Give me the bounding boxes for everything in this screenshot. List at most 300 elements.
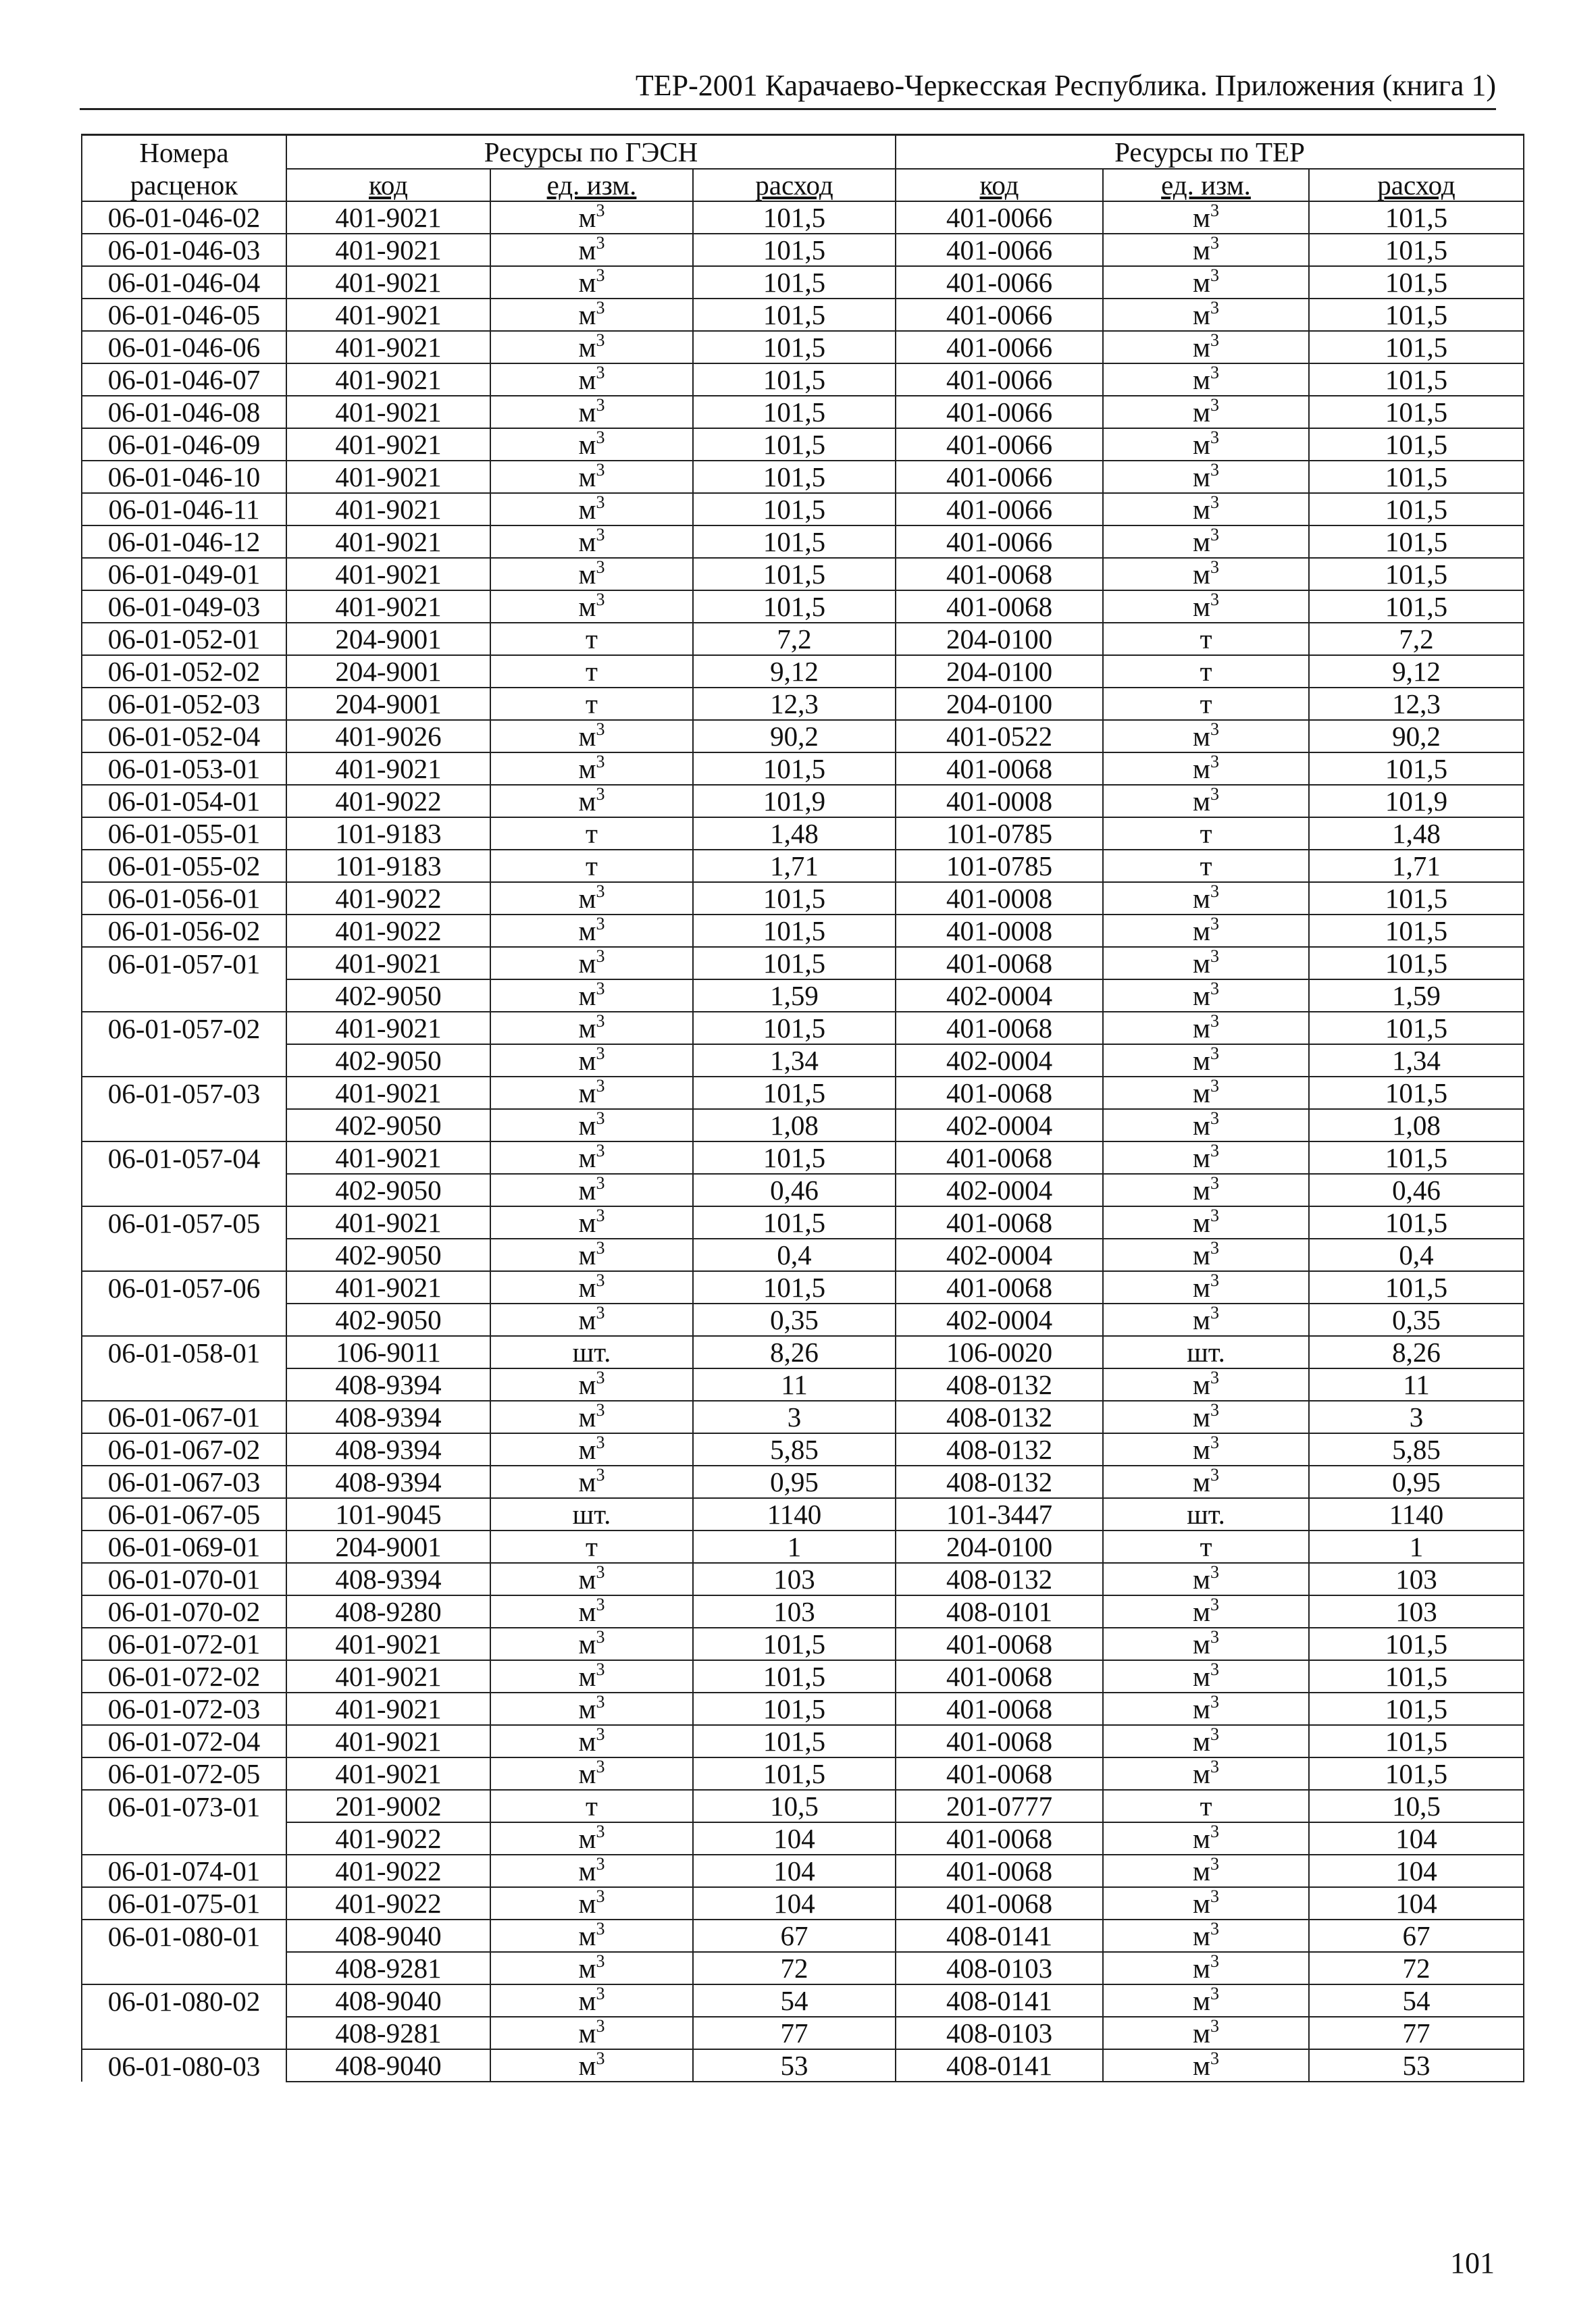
ter-consumption-cell: 5,85 bbox=[1309, 1433, 1524, 1466]
table-row bbox=[82, 1433, 1524, 1466]
ter-code-cell: 401-0068 bbox=[896, 1855, 1103, 1887]
ter-unit-cell bbox=[1103, 558, 1309, 590]
unit-text: м bbox=[1193, 332, 1210, 363]
gesn-consumption-cell: 11 bbox=[693, 1368, 896, 1401]
ter-consumption-cell: 90,2 bbox=[1309, 720, 1524, 752]
unit-exponent: 3 bbox=[596, 1920, 605, 1938]
ter-unit-cell bbox=[1103, 882, 1309, 915]
table-row bbox=[82, 1044, 1524, 1077]
unit-exponent: 3 bbox=[1210, 1141, 1219, 1160]
unit-exponent: 3 bbox=[596, 1595, 605, 1614]
unit-text: м bbox=[1193, 1369, 1210, 1400]
unit-exponent: 3 bbox=[596, 1368, 605, 1387]
table-row bbox=[82, 558, 1524, 590]
ter-code-cell: 401-0066 bbox=[896, 201, 1103, 234]
unit-exponent: 3 bbox=[596, 1563, 605, 1582]
gesn-consumption-cell: 101,5 bbox=[693, 1141, 896, 1174]
gesn-unit-cell bbox=[490, 1725, 693, 1757]
ter-consumption-cell: 101,5 bbox=[1309, 525, 1524, 558]
gesn-consumption-cell: 101,5 bbox=[693, 234, 896, 266]
gesn-consumption-cell: 101,5 bbox=[693, 525, 896, 558]
unit-exponent: 3 bbox=[596, 1012, 605, 1031]
gesn-code-cell: 204-9001 bbox=[286, 655, 490, 688]
unit-text: м bbox=[1193, 1304, 1210, 1335]
unit-text: м bbox=[578, 1239, 596, 1270]
unit-exponent: 3 bbox=[596, 1271, 605, 1290]
gesn-unit-cell bbox=[490, 720, 693, 752]
unit-text: м bbox=[1193, 1272, 1210, 1303]
unit-text: м bbox=[578, 1661, 596, 1692]
gesn-unit-cell bbox=[490, 201, 693, 234]
gesn-consumption-cell: 101,5 bbox=[693, 1628, 896, 1660]
ter-code-cell: 401-0068 bbox=[896, 947, 1103, 979]
gesn-unit-cell bbox=[490, 1757, 693, 1790]
rate-number-cell bbox=[82, 1044, 286, 1077]
unit-exponent: 3 bbox=[596, 1693, 605, 1712]
gesn-code-cell: 408-9040 bbox=[286, 1984, 490, 2017]
table-row bbox=[82, 1822, 1524, 1855]
unit-text: м bbox=[578, 1564, 596, 1595]
unit-text: м bbox=[1193, 786, 1210, 817]
unit-text: м bbox=[1193, 1953, 1210, 1984]
unit-text: м bbox=[578, 915, 596, 946]
gesn-consumption-cell: 101,5 bbox=[693, 266, 896, 299]
unit-exponent: 3 bbox=[1210, 720, 1219, 739]
gesn-unit-cell bbox=[490, 688, 693, 720]
gesn-code-cell: 402-9050 bbox=[286, 1174, 490, 1206]
rate-number-cell: 06-01-057-05 bbox=[82, 1206, 286, 1239]
unit-text: м bbox=[578, 1596, 596, 1627]
unit-text: м bbox=[1193, 753, 1210, 784]
rate-number-cell: 06-01-057-01 bbox=[82, 947, 286, 979]
ter-consumption-cell: 1,59 bbox=[1309, 979, 1524, 1012]
unit-text: м bbox=[578, 494, 596, 525]
ter-consumption-cell: 10,5 bbox=[1309, 1790, 1524, 1822]
gesn-code-header: код bbox=[286, 169, 490, 201]
unit-exponent: 3 bbox=[596, 752, 605, 771]
table-row bbox=[82, 1920, 1524, 1952]
unit-exponent: 3 bbox=[596, 915, 605, 933]
table-row bbox=[82, 1271, 1524, 1304]
rate-number-cell: 06-01-046-11 bbox=[82, 493, 286, 525]
ter-consumption-cell: 101,5 bbox=[1309, 266, 1524, 299]
ter-consumption-cell: 101,5 bbox=[1309, 1693, 1524, 1725]
table-row bbox=[82, 1498, 1524, 1531]
unit-exponent: 3 bbox=[596, 1077, 605, 1096]
gesn-code-cell: 401-9022 bbox=[286, 785, 490, 817]
unit-exponent: 3 bbox=[596, 1433, 605, 1452]
ter-consumption-header: расход bbox=[1309, 169, 1524, 201]
rate-number-cell: 06-01-046-12 bbox=[82, 525, 286, 558]
ter-unit-cell bbox=[1103, 1077, 1309, 1109]
gesn-code-cell: 106-9011 bbox=[286, 1336, 490, 1368]
rate-number-cell bbox=[82, 1952, 286, 1984]
gesn-unit-cell bbox=[490, 1304, 693, 1336]
rate-number-cell: 06-01-058-01 bbox=[82, 1336, 286, 1368]
unit-text: т bbox=[1200, 1791, 1212, 1822]
unit-text: т bbox=[1200, 688, 1212, 719]
ter-unit-cell bbox=[1103, 1757, 1309, 1790]
unit-exponent: 3 bbox=[596, 2049, 605, 2068]
unit-exponent: 3 bbox=[1210, 1401, 1219, 1420]
ter-unit-cell bbox=[1103, 428, 1309, 461]
unit-text: м bbox=[578, 753, 596, 784]
ter-code-cell: 201-0777 bbox=[896, 1790, 1103, 1822]
unit-exponent: 3 bbox=[1210, 915, 1219, 933]
gesn-consumption-cell: 101,5 bbox=[693, 1206, 896, 1239]
gesn-unit-cell bbox=[490, 1433, 693, 1466]
gesn-consumption-cell: 77 bbox=[693, 2017, 896, 2049]
ter-unit-cell bbox=[1103, 720, 1309, 752]
gesn-consumption-cell: 101,5 bbox=[693, 1725, 896, 1757]
unit-text: м bbox=[1193, 461, 1210, 492]
unit-exponent: 3 bbox=[1210, 2049, 1219, 2068]
ter-unit-cell bbox=[1103, 2049, 1309, 2082]
table-body bbox=[82, 201, 1524, 2082]
ter-consumption-cell: 101,5 bbox=[1309, 1757, 1524, 1790]
unit-exponent: 3 bbox=[1210, 1271, 1219, 1290]
unit-text: т bbox=[586, 623, 598, 654]
unit-exponent: 3 bbox=[596, 979, 605, 998]
ter-code-cell: 401-0066 bbox=[896, 428, 1103, 461]
ter-code-header: код bbox=[896, 169, 1103, 201]
gesn-unit-cell bbox=[490, 979, 693, 1012]
unit-exponent: 3 bbox=[1210, 1304, 1219, 1322]
table-row bbox=[82, 1887, 1524, 1920]
unit-text: м bbox=[1193, 1888, 1210, 1919]
gesn-code-cell: 402-9050 bbox=[286, 1109, 490, 1141]
unit-text: м bbox=[1193, 1823, 1210, 1854]
gesn-code-cell: 401-9021 bbox=[286, 234, 490, 266]
unit-exponent: 3 bbox=[1210, 234, 1219, 253]
gesn-consumption-cell: 101,5 bbox=[693, 882, 896, 915]
table-row bbox=[82, 1628, 1524, 1660]
unit-text: м bbox=[578, 299, 596, 330]
gesn-consumption-cell: 9,12 bbox=[693, 655, 896, 688]
header-divider bbox=[80, 108, 1496, 110]
unit-text: м bbox=[578, 526, 596, 557]
table-row bbox=[82, 1012, 1524, 1044]
unit-text: м bbox=[578, 1985, 596, 2016]
unit-exponent: 3 bbox=[596, 1822, 605, 1841]
ter-unit-cell bbox=[1103, 979, 1309, 1012]
unit-text: м bbox=[578, 364, 596, 395]
gesn-code-cell: 408-9280 bbox=[286, 1595, 490, 1628]
unit-exponent: 3 bbox=[1210, 331, 1219, 350]
unit-text: м bbox=[1193, 1758, 1210, 1789]
gesn-group-header: Ресурсы по ГЭСН bbox=[286, 135, 896, 170]
ter-unit-cell bbox=[1103, 1174, 1309, 1206]
unit-exponent: 3 bbox=[1210, 1239, 1219, 1258]
unit-text: м bbox=[578, 980, 596, 1011]
ter-code-cell: 106-0020 bbox=[896, 1336, 1103, 1368]
unit-text: м bbox=[578, 461, 596, 492]
page-number: 101 bbox=[1450, 2246, 1495, 2280]
unit-text: м bbox=[578, 721, 596, 752]
ter-code-cell: 408-0141 bbox=[896, 1984, 1103, 2017]
gesn-consumption-cell: 54 bbox=[693, 1984, 896, 2017]
unit-text: м bbox=[1193, 1985, 1210, 2016]
ter-consumption-cell: 1,34 bbox=[1309, 1044, 1524, 1077]
table-row bbox=[82, 1466, 1524, 1498]
ter-unit-cell bbox=[1103, 2017, 1309, 2049]
ter-unit-cell bbox=[1103, 1498, 1309, 1531]
rate-number-cell: 06-01-055-02 bbox=[82, 850, 286, 882]
unit-exponent: 3 bbox=[1210, 1984, 1219, 2003]
ter-unit-cell bbox=[1103, 1012, 1309, 1044]
rate-number-cell: 06-01-072-03 bbox=[82, 1693, 286, 1725]
unit-text: м bbox=[1193, 1434, 1210, 1465]
unit-exponent: 3 bbox=[596, 1141, 605, 1160]
unit-text: м bbox=[578, 2050, 596, 2081]
table-row bbox=[82, 1563, 1524, 1595]
ter-unit-cell bbox=[1103, 525, 1309, 558]
rate-number-cell: 06-01-054-01 bbox=[82, 785, 286, 817]
gesn-consumption-cell: 1,08 bbox=[693, 1109, 896, 1141]
unit-text: м bbox=[1193, 1855, 1210, 1886]
rate-number-cell: 06-01-073-01 bbox=[82, 1790, 286, 1822]
unit-exponent: 3 bbox=[1210, 396, 1219, 415]
unit-text: шт. bbox=[1187, 1499, 1225, 1530]
unit-text: м bbox=[1193, 2050, 1210, 2081]
table-row bbox=[82, 201, 1524, 234]
ter-unit-cell bbox=[1103, 1822, 1309, 1855]
gesn-consumption-cell: 1140 bbox=[693, 1498, 896, 1531]
unit-text: м bbox=[1193, 1596, 1210, 1627]
unit-text: м bbox=[1193, 559, 1210, 590]
gesn-consumption-cell: 101,5 bbox=[693, 331, 896, 363]
ter-unit-cell bbox=[1103, 461, 1309, 493]
table-row bbox=[82, 234, 1524, 266]
unit-text: м bbox=[578, 1012, 596, 1044]
rate-number-cell: 06-01-057-06 bbox=[82, 1271, 286, 1304]
unit-text: м bbox=[1193, 202, 1210, 233]
unit-text: м bbox=[578, 559, 596, 590]
ter-unit-cell bbox=[1103, 1790, 1309, 1822]
rate-number-cell bbox=[82, 2017, 286, 2049]
unit-text: м bbox=[1193, 1628, 1210, 1660]
gesn-consumption-cell: 1 bbox=[693, 1531, 896, 1563]
gesn-unit-cell bbox=[490, 817, 693, 850]
unit-exponent: 3 bbox=[596, 558, 605, 577]
gesn-code-cell: 401-9021 bbox=[286, 752, 490, 785]
unit-exponent: 3 bbox=[1210, 1855, 1219, 1874]
unit-text: м bbox=[1193, 299, 1210, 330]
gesn-consumption-cell: 3 bbox=[693, 1401, 896, 1433]
gesn-unit-cell bbox=[490, 1952, 693, 1984]
table-row bbox=[82, 2017, 1524, 2049]
ter-code-cell: 408-0132 bbox=[896, 1563, 1103, 1595]
gesn-code-cell: 401-9022 bbox=[286, 1855, 490, 1887]
unit-text: м bbox=[578, 1142, 596, 1173]
gesn-consumption-cell: 90,2 bbox=[693, 720, 896, 752]
unit-text: м bbox=[1193, 2017, 1210, 2049]
unit-text: м bbox=[578, 1207, 596, 1238]
ter-code-cell: 402-0004 bbox=[896, 1239, 1103, 1271]
gesn-consumption-cell: 72 bbox=[693, 1952, 896, 1984]
unit-text: т bbox=[1200, 656, 1212, 687]
unit-exponent: 3 bbox=[596, 1887, 605, 1906]
table-row bbox=[82, 363, 1524, 396]
gesn-consumption-cell: 1,48 bbox=[693, 817, 896, 850]
ter-code-cell: 101-3447 bbox=[896, 1498, 1103, 1531]
gesn-consumption-cell: 101,5 bbox=[693, 299, 896, 331]
unit-text: т bbox=[586, 688, 598, 719]
gesn-code-cell: 401-9022 bbox=[286, 882, 490, 915]
unit-text: т bbox=[1200, 623, 1212, 654]
unit-exponent: 3 bbox=[1210, 1660, 1219, 1679]
unit-text: м bbox=[578, 429, 596, 460]
ter-code-cell: 401-0066 bbox=[896, 525, 1103, 558]
unit-text: м bbox=[578, 948, 596, 979]
gesn-code-cell: 401-9021 bbox=[286, 1660, 490, 1693]
unit-text: м bbox=[1193, 1175, 1210, 1206]
gesn-unit-cell bbox=[490, 1790, 693, 1822]
table-row bbox=[82, 396, 1524, 428]
gesn-unit-cell bbox=[490, 1693, 693, 1725]
unit-text: м bbox=[578, 1402, 596, 1433]
table-row bbox=[82, 947, 1524, 979]
ter-consumption-cell: 101,5 bbox=[1309, 590, 1524, 623]
ter-code-cell: 401-0068 bbox=[896, 590, 1103, 623]
table-row bbox=[82, 1531, 1524, 1563]
resources-table bbox=[81, 134, 1524, 2082]
gesn-unit-cell bbox=[490, 1012, 693, 1044]
gesn-unit-cell bbox=[490, 1660, 693, 1693]
gesn-code-cell: 401-9021 bbox=[286, 558, 490, 590]
unit-exponent: 3 bbox=[1210, 201, 1219, 220]
gesn-consumption-cell: 103 bbox=[693, 1563, 896, 1595]
gesn-code-cell: 408-9040 bbox=[286, 2049, 490, 2082]
unit-exponent: 3 bbox=[1210, 1466, 1219, 1485]
gesn-unit-cell bbox=[490, 1822, 693, 1855]
ter-code-cell: 408-0103 bbox=[896, 1952, 1103, 1984]
gesn-code-cell: 401-9022 bbox=[286, 1887, 490, 1920]
unit-text: м bbox=[578, 267, 596, 298]
ter-code-cell: 401-0008 bbox=[896, 915, 1103, 947]
gesn-code-cell: 401-9021 bbox=[286, 266, 490, 299]
gesn-consumption-cell: 104 bbox=[693, 1822, 896, 1855]
gesn-code-cell: 101-9045 bbox=[286, 1498, 490, 1531]
gesn-code-cell: 401-9021 bbox=[286, 299, 490, 331]
table-row bbox=[82, 1757, 1524, 1790]
rate-number-cell: 06-01-056-02 bbox=[82, 915, 286, 947]
unit-exponent: 3 bbox=[1210, 1109, 1219, 1128]
rate-number-cell: 06-01-046-06 bbox=[82, 331, 286, 363]
unit-text: м bbox=[1193, 1564, 1210, 1595]
table-row bbox=[82, 1239, 1524, 1271]
unit-text: м bbox=[1193, 1726, 1210, 1757]
table-row bbox=[82, 817, 1524, 850]
rates-column-header-line2: расценок bbox=[82, 169, 286, 201]
ter-unit-cell bbox=[1103, 1693, 1309, 1725]
ter-code-cell: 401-0066 bbox=[896, 331, 1103, 363]
ter-unit-cell bbox=[1103, 1887, 1309, 1920]
gesn-code-cell: 408-9281 bbox=[286, 1952, 490, 1984]
gesn-unit-cell bbox=[490, 1855, 693, 1887]
gesn-unit-cell bbox=[490, 493, 693, 525]
gesn-code-cell: 402-9050 bbox=[286, 1304, 490, 1336]
unit-text: м bbox=[578, 1693, 596, 1724]
gesn-code-cell: 401-9021 bbox=[286, 525, 490, 558]
unit-exponent: 3 bbox=[596, 363, 605, 382]
ter-code-cell: 204-0100 bbox=[896, 623, 1103, 655]
unit-text: м bbox=[1193, 494, 1210, 525]
gesn-code-cell: 408-9281 bbox=[286, 2017, 490, 2049]
gesn-code-cell: 408-9040 bbox=[286, 1920, 490, 1952]
gesn-consumption-cell: 104 bbox=[693, 1887, 896, 1920]
ter-code-cell: 204-0100 bbox=[896, 655, 1103, 688]
gesn-consumption-cell: 12,3 bbox=[693, 688, 896, 720]
rate-number-cell: 06-01-067-01 bbox=[82, 1401, 286, 1433]
table-row bbox=[82, 1304, 1524, 1336]
unit-text: м bbox=[578, 1920, 596, 1951]
ter-consumption-cell: 101,5 bbox=[1309, 234, 1524, 266]
ter-consumption-cell: 1,71 bbox=[1309, 850, 1524, 882]
ter-code-cell: 408-0132 bbox=[896, 1401, 1103, 1433]
unit-exponent: 3 bbox=[596, 525, 605, 544]
table-row bbox=[82, 2049, 1524, 2082]
table-row bbox=[82, 623, 1524, 655]
ter-code-cell: 401-0066 bbox=[896, 299, 1103, 331]
unit-exponent: 3 bbox=[596, 428, 605, 447]
gesn-unit-cell bbox=[490, 396, 693, 428]
ter-consumption-cell: 11 bbox=[1309, 1368, 1524, 1401]
ter-unit-cell bbox=[1103, 1433, 1309, 1466]
rate-number-cell: 06-01-055-01 bbox=[82, 817, 286, 850]
ter-consumption-cell: 0,4 bbox=[1309, 1239, 1524, 1271]
table-row bbox=[82, 1109, 1524, 1141]
ter-consumption-cell: 101,5 bbox=[1309, 299, 1524, 331]
rate-number-cell: 06-01-075-01 bbox=[82, 1887, 286, 1920]
table-row bbox=[82, 1984, 1524, 2017]
ter-consumption-cell: 8,26 bbox=[1309, 1336, 1524, 1368]
unit-text: м bbox=[1193, 915, 1210, 946]
unit-text: м bbox=[1193, 1920, 1210, 1951]
unit-text: м bbox=[1193, 883, 1210, 914]
ter-consumption-cell: 101,5 bbox=[1309, 1725, 1524, 1757]
gesn-code-cell: 401-9021 bbox=[286, 1271, 490, 1304]
rate-number-cell: 06-01-049-03 bbox=[82, 590, 286, 623]
table-row bbox=[82, 1368, 1524, 1401]
ter-consumption-cell: 1,08 bbox=[1309, 1109, 1524, 1141]
ter-consumption-cell: 101,5 bbox=[1309, 363, 1524, 396]
rate-number-cell: 06-01-049-01 bbox=[82, 558, 286, 590]
unit-text: т bbox=[586, 656, 598, 687]
table-row bbox=[82, 752, 1524, 785]
rate-number-cell bbox=[82, 1822, 286, 1855]
gesn-consumption-cell: 0,4 bbox=[693, 1239, 896, 1271]
table-row bbox=[82, 461, 1524, 493]
gesn-unit-cell bbox=[490, 525, 693, 558]
table-row bbox=[82, 266, 1524, 299]
ter-unit-cell bbox=[1103, 234, 1309, 266]
unit-text: м bbox=[578, 1726, 596, 1757]
unit-text: м bbox=[1193, 1045, 1210, 1076]
ter-code-cell: 204-0100 bbox=[896, 688, 1103, 720]
unit-exponent: 3 bbox=[596, 1304, 605, 1322]
ter-consumption-cell: 101,9 bbox=[1309, 785, 1524, 817]
unit-text: м bbox=[1193, 1693, 1210, 1724]
gesn-code-cell: 401-9021 bbox=[286, 331, 490, 363]
rate-number-cell: 06-01-072-05 bbox=[82, 1757, 286, 1790]
unit-text: шт. bbox=[572, 1499, 611, 1530]
rate-number-cell: 06-01-052-04 bbox=[82, 720, 286, 752]
table-row bbox=[82, 1725, 1524, 1757]
unit-exponent: 3 bbox=[1210, 1433, 1219, 1452]
ter-unit-cell bbox=[1103, 201, 1309, 234]
unit-exponent: 3 bbox=[1210, 299, 1219, 317]
